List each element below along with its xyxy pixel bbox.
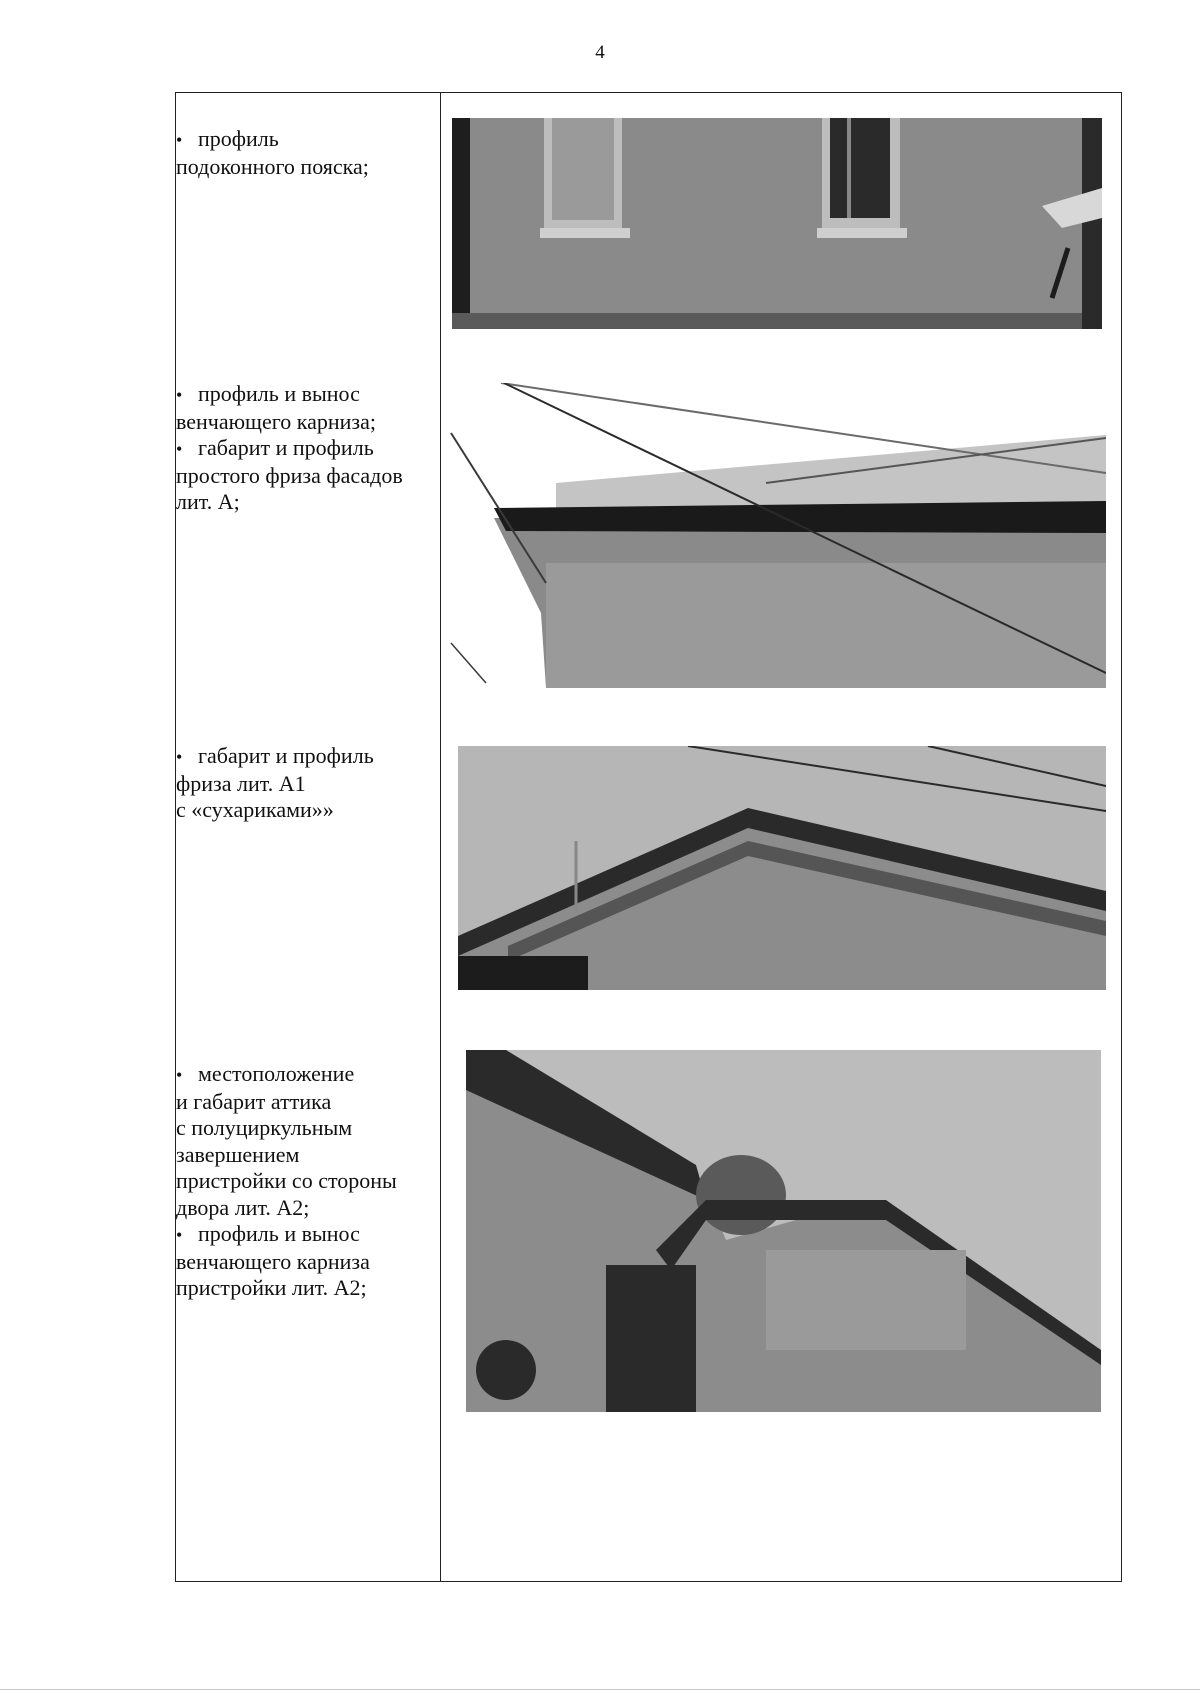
row-1-item-1 <box>176 126 438 180</box>
row-3-description <box>176 743 438 824</box>
column-divider <box>440 93 441 1581</box>
row-4-item-1 <box>176 1061 438 1221</box>
row-1-description <box>176 126 438 180</box>
bullet-icon: • <box>176 385 183 405</box>
crowning-cornice-photo <box>446 383 1106 688</box>
scan-edge-line <box>0 1689 1200 1690</box>
row-2-description <box>176 381 438 516</box>
row-2-item-2 <box>176 435 438 516</box>
bullet-icon: • <box>176 439 183 459</box>
row-4-item-2-text: профиль и вынос венчающего карниза пристройки лит. А2; <box>176 1221 370 1300</box>
row-1-item-1-text: профиль подоконного пояска; <box>176 126 369 179</box>
row-3-item-1-text: габарит и профиль фриза лит. А1 с «сухариками»» <box>176 743 374 822</box>
row-2-item-2-text: габарит и профиль простого фриза фасадов лит. А; <box>176 435 403 514</box>
row-3-item-1 <box>176 743 438 824</box>
dentil-frieze-photo <box>458 746 1106 990</box>
window-sill-facade-photo <box>452 118 1102 329</box>
row-4-description <box>176 1061 438 1302</box>
row-4-item-2 <box>176 1221 438 1302</box>
bullet-icon: • <box>176 130 183 150</box>
features-table <box>175 92 1122 1582</box>
row-2-item-1-text: профиль и вынос венчающего карниза; <box>176 381 376 434</box>
page-number: 4 <box>595 42 605 63</box>
row-4-item-1-text: местоположение и габарит аттика с полуциркульным завершением пристройки со стороны двора лит. А2; <box>176 1061 397 1220</box>
row-2-item-1 <box>176 381 438 435</box>
attic-annex-photo <box>466 1050 1101 1412</box>
bullet-icon: • <box>176 1225 183 1245</box>
bullet-icon: • <box>176 747 183 767</box>
bullet-icon: • <box>176 1065 183 1085</box>
